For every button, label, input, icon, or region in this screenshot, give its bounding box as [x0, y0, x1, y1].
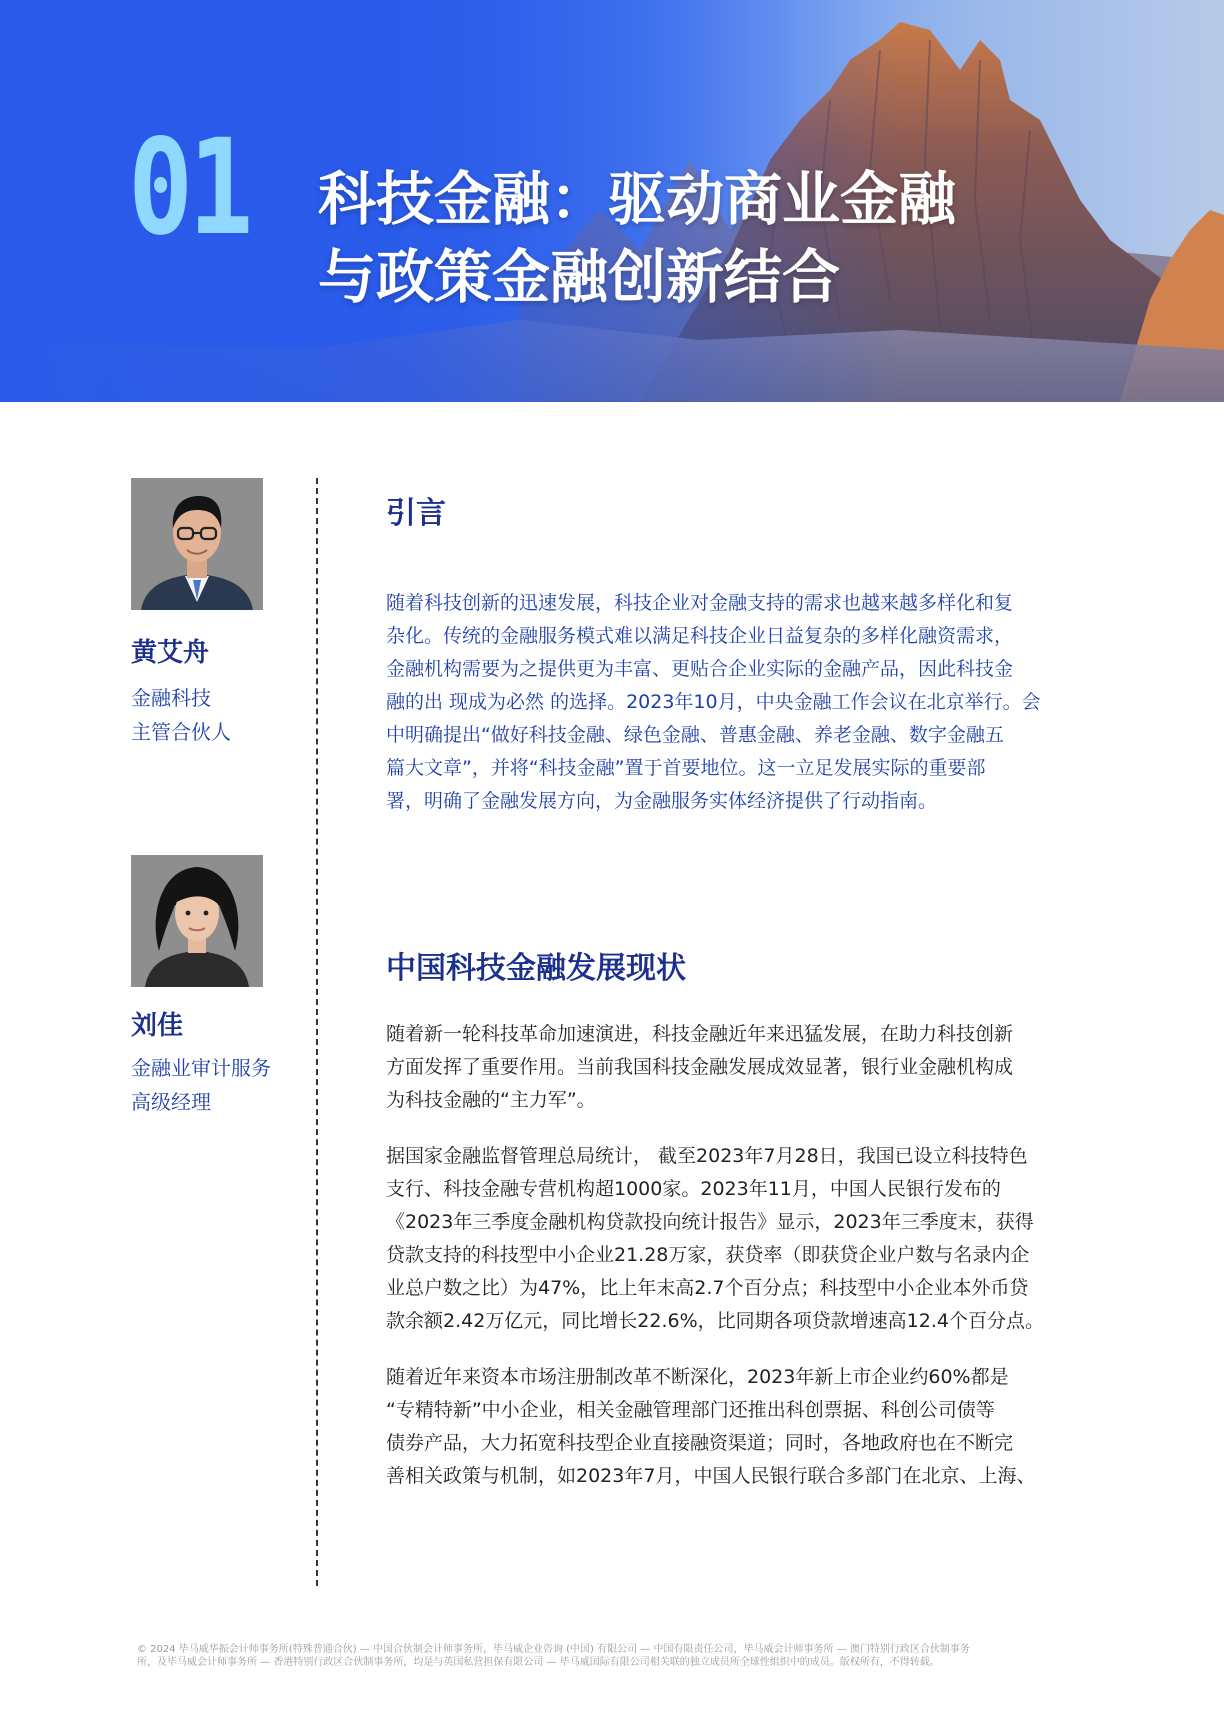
footer-line: © 2024 毕马威华振会计师事务所(特殊普通合伙) — 中国合伙制会计师事务所，毕马威企业咨询 (中国) 有限公司 — 中国有限责任公司，毕马威会计师事务所 — 澳门特别行政区合伙制事务 — [137, 1644, 970, 1655]
text-line: 支行、科技金融专营机构超1000家。2023年11月，中国人民银行发布的 — [386, 1178, 1001, 1200]
dashed-divider — [316, 478, 318, 1586]
text-line: 贷款支持的科技型中小企业21.28万家，获贷率（即获贷企业户数与名录内企 — [386, 1244, 1030, 1266]
author-role-line: 高级经理 — [131, 1090, 211, 1114]
intro-heading: 引言 — [386, 496, 446, 531]
text-line: “专精特新”中小企业，相关金融管理部门还推出科创票据、科创公司债等 — [386, 1399, 995, 1421]
text-line: 中明确提出“做好科技金融、绿色金融、普惠金融、养老金融、数字金融五 — [386, 724, 1004, 746]
text-line: 随着近年来资本市场注册制改革不断深化，2023年新上市企业约60%都是 — [386, 1366, 1009, 1388]
author-photo — [131, 855, 263, 987]
text-line: 篇大文章”，并将“科技金融”置于首要地位。这一立足发展实际的重要部 — [386, 757, 986, 779]
text-line: 署，明确了金融发展方向，为金融服务实体经济提供了行动指南。 — [386, 790, 938, 812]
text-line: 《2023年三季度金融机构贷款投向统计报告》显示，2023年三季度末，获得 — [386, 1211, 1034, 1233]
author-role — [131, 1051, 271, 1119]
chapter-title — [318, 160, 1078, 316]
text-line: 随着新一轮科技革命加速演进，科技金融近年来迅猛发展，在助力科技创新 — [386, 1023, 1014, 1045]
author-name: 刘佳 — [131, 1011, 184, 1041]
copyright-footer — [137, 1643, 1117, 1669]
text-line: 金融机构需要为之提供更为丰富、更贴合企业实际的金融产品，因此科技金 — [386, 658, 1014, 680]
text-line: 据国家金融监督管理总局统计， 截至2023年7月28日，我国已设立科技特色 — [386, 1145, 1028, 1167]
body-paragraph — [386, 1361, 1106, 1493]
hero-banner — [0, 0, 1224, 402]
text-line: 随着科技创新的迅速发展，科技企业对金融支持的需求也越来越多样化和复 — [386, 592, 1014, 614]
body-paragraph — [386, 1140, 1106, 1338]
author-role-line: 主管合伙人 — [131, 720, 231, 744]
chapter-title-line: 与政策金融创新结合 — [318, 243, 841, 311]
author-role-line: 金融科技 — [131, 686, 211, 710]
section-heading: 中国科技金融发展现状 — [386, 951, 686, 986]
man-portrait-icon — [131, 478, 263, 610]
text-line: 方面发挥了重要作用。当前我国科技金融发展成效显著，银行业金融机构成 — [386, 1056, 1014, 1078]
text-line: 业总户数之比）为47%，比上年末高2.7个百分点；科技型中小企业本外币贷 — [386, 1277, 1029, 1299]
chapter-title-line: 科技金融：驱动商业金融 — [318, 165, 957, 233]
text-line: 为科技金融的“主力军”。 — [386, 1089, 596, 1111]
text-line: 款余额2.42万亿元，同比增长22.6%，比同期各项贷款增速高12.4个百分点。 — [386, 1310, 1044, 1332]
text-line: 债券产品，大力拓宽科技型企业直接融资渠道；同时，各地政府也在不断完 — [386, 1432, 1014, 1454]
woman-portrait-icon — [131, 855, 263, 987]
text-line: 融的出 现成为必然 的选择。2023年10月，中央金融工作会议在北京举行。会 — [386, 691, 1041, 713]
author-name: 黄艾舟 — [131, 638, 210, 668]
intro-paragraph — [386, 587, 1106, 818]
chapter-number: 01 — [128, 111, 249, 265]
author-photo — [131, 478, 263, 610]
text-line: 善相关政策与机制，如2023年7月，中国人民银行联合多部门在北京、上海、 — [386, 1465, 1036, 1487]
author-role — [131, 681, 231, 749]
footer-line: 所，及毕马威会计师事务所 — 香港特别行政区合伙制事务所，均是与英国私营担保有限公司 — 毕马威国际有限公司相关联的独立成员所全球性组织中的成员。版权所有，不得转载。 — [137, 1657, 940, 1668]
text-line: 杂化。传统的金融服务模式难以满足科技企业日益复杂的多样化融资需求， — [386, 625, 1014, 647]
author-role-line: 金融业审计服务 — [131, 1056, 271, 1080]
body-paragraph — [386, 1018, 1106, 1117]
